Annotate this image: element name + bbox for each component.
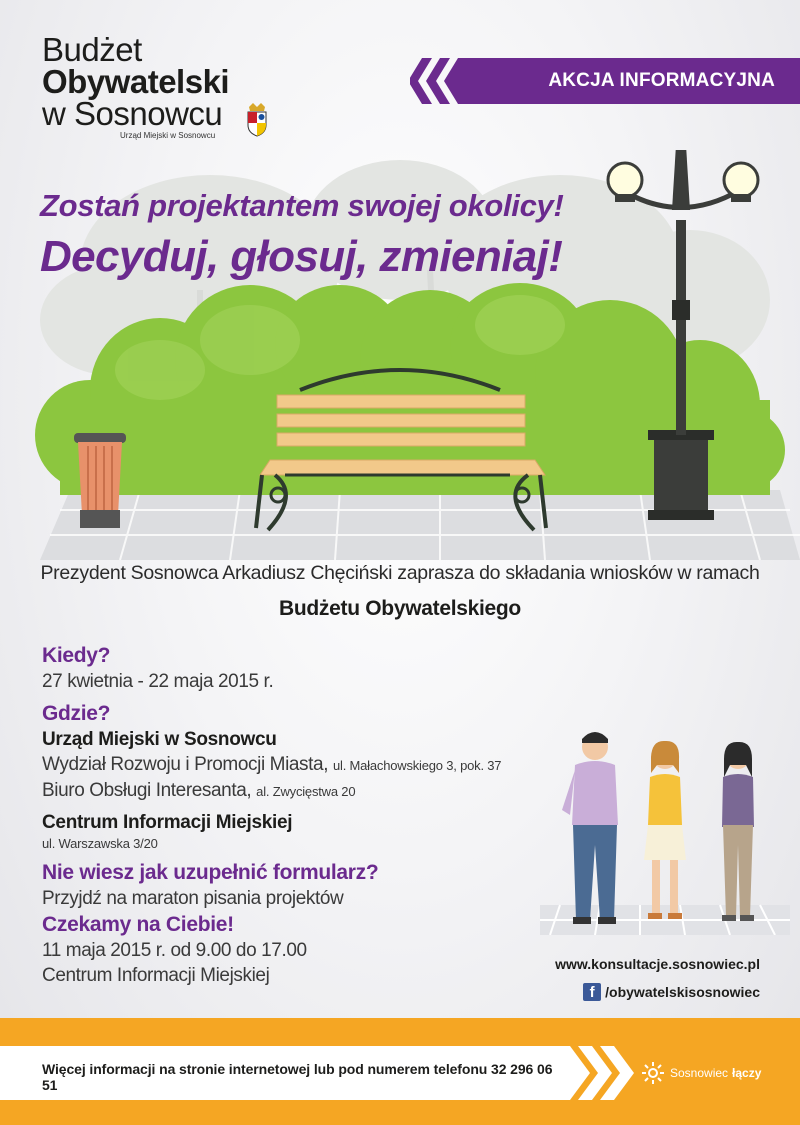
wait-question: Czekamy na Ciebie! <box>42 913 234 936</box>
center-address: ul. Warszawska 3/20 <box>42 836 158 851</box>
people-illustration <box>540 725 790 935</box>
when-question: Kiedy? <box>42 644 111 667</box>
wait-place: Centrum Informacji Miejskiej <box>42 965 270 986</box>
bureau-name: Biuro Obsługi Interesanta, <box>42 780 252 801</box>
form-question: Nie wiesz jak uzupełnić formularz? <box>42 861 379 884</box>
dept-address: ul. Małachowskiego 3, pok. 37 <box>332 758 502 773</box>
center-name: Centrum Informacji Miejskiej <box>42 812 293 833</box>
man-figure <box>562 732 618 924</box>
city-crest-icon <box>246 103 268 137</box>
invitation-text: Prezydent Sosnowca Arkadiusz Chęciński zaprasza do składania wniosków w ramach <box>40 562 760 584</box>
facebook-icon: f <box>583 983 601 1001</box>
brand-tagline: łączy <box>732 1066 762 1080</box>
form-answer: Przyjdź na maraton pisania projektów <box>42 888 344 909</box>
woman-figure-2 <box>722 742 754 921</box>
footer-text: Więcej informacji na stronie internetowej lub pod numerem telefonu 32 296 06 51 <box>42 1061 553 1093</box>
headline-2: Decyduj, głosuj, zmieniaj! <box>40 232 563 281</box>
logo-line-1: Budżet <box>42 31 142 68</box>
when-answer: 27 kwietnia - 22 maja 2015 r. <box>42 671 274 692</box>
sun-icon <box>640 1062 666 1084</box>
city-brand <box>640 1062 780 1084</box>
bureau-address: al. Zwycięstwa 20 <box>256 784 356 799</box>
logo-line-3: w Sosnowcu <box>42 95 223 132</box>
banner-label: AKCJA INFORMACYJNA <box>548 70 775 91</box>
trash-bin <box>74 433 126 528</box>
logo-subtitle: Urząd Miejski w Sosnowcu <box>120 131 216 140</box>
office-name: Urząd Miejski w Sosnowcu <box>42 729 277 750</box>
where-question: Gdzie? <box>42 702 111 725</box>
facebook-link[interactable] <box>540 983 760 1001</box>
logo-line-2: Obywatelski <box>42 63 230 100</box>
dept-name: Wydział Rozwoju i Promocji Miasta, <box>42 754 329 775</box>
wait-date: 11 maja 2015 r. od 9.00 do 17.00 <box>42 940 307 961</box>
brand-name: Sosnowiec <box>670 1066 729 1080</box>
woman-figure-1 <box>644 741 686 919</box>
info-block <box>42 642 522 988</box>
headline-1: Zostań projektantem swojej okolicy! <box>40 188 564 223</box>
dept-line <box>42 752 522 778</box>
bureau-line <box>42 778 522 804</box>
invitation-bold: Budżetu Obywatelskiego <box>279 597 521 620</box>
facebook-handle: /obywatelskisosnowiec <box>605 984 760 1000</box>
website-link[interactable]: www.konsultacje.sosnowiec.pl <box>555 956 760 972</box>
